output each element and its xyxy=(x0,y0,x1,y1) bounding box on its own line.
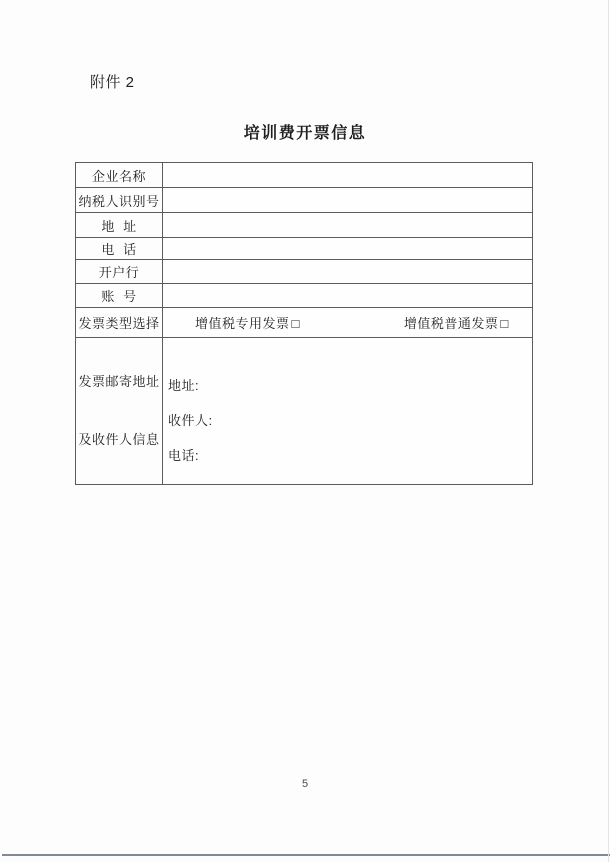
mailing-info-label-line2: 及收件人信息 xyxy=(78,432,160,447)
mailing-info-label-line1: 发票邮寄地址 xyxy=(78,374,160,389)
scan-edge-bottom xyxy=(2,854,610,856)
bank-field xyxy=(163,260,533,284)
table-row-bank xyxy=(76,260,533,284)
scan-edge-right xyxy=(608,0,609,862)
taxpayer-id-label: 纳税人识别号 xyxy=(76,188,163,213)
invoice-type-options-cell xyxy=(163,308,533,338)
attachment-label: 附件 2 xyxy=(90,74,135,91)
table-row-company-name xyxy=(76,163,533,188)
mailing-phone-label: 电话: xyxy=(168,448,200,463)
option-vat-special-invoice xyxy=(195,313,300,332)
address-label: 地 址 xyxy=(76,213,163,238)
checkbox-vat-special-invoice-icon: □ xyxy=(291,316,300,331)
taxpayer-id-field xyxy=(163,188,533,213)
mailing-fields xyxy=(163,358,532,464)
table-row-invoice-type xyxy=(76,308,533,338)
page-number: 5 xyxy=(301,778,309,790)
invoice-type-options xyxy=(163,313,532,332)
table-row-address xyxy=(76,213,533,238)
table-row-mailing-info xyxy=(76,338,533,485)
phone-field xyxy=(163,238,533,260)
mailing-recipient-label: 收件人: xyxy=(168,413,213,428)
address-field xyxy=(163,213,533,238)
account-field xyxy=(163,284,533,308)
option-vat-ordinary-invoice-label: 增值税普通发票 xyxy=(403,316,499,331)
mailing-info-label xyxy=(76,338,163,485)
table-row-account xyxy=(76,284,533,308)
table-row-phone xyxy=(76,238,533,260)
page-title: 培训费开票信息 xyxy=(243,125,367,142)
invoice-info-table xyxy=(75,162,533,485)
phone-label: 电 话 xyxy=(76,238,163,260)
company-name-field xyxy=(163,163,533,188)
mailing-address-label: 地址: xyxy=(168,378,200,393)
mailing-info-cell xyxy=(163,338,533,485)
table-row-taxpayer-id xyxy=(76,188,533,213)
account-label: 账 号 xyxy=(76,284,163,308)
company-name-label: 企业名称 xyxy=(76,163,163,188)
invoice-type-label: 发票类型选择 xyxy=(76,308,163,338)
option-vat-ordinary-invoice xyxy=(404,313,509,332)
checkbox-vat-ordinary-invoice-icon: □ xyxy=(500,316,509,331)
bank-label: 开户行 xyxy=(76,260,163,284)
option-vat-special-invoice-label: 增值税专用发票 xyxy=(195,316,290,331)
